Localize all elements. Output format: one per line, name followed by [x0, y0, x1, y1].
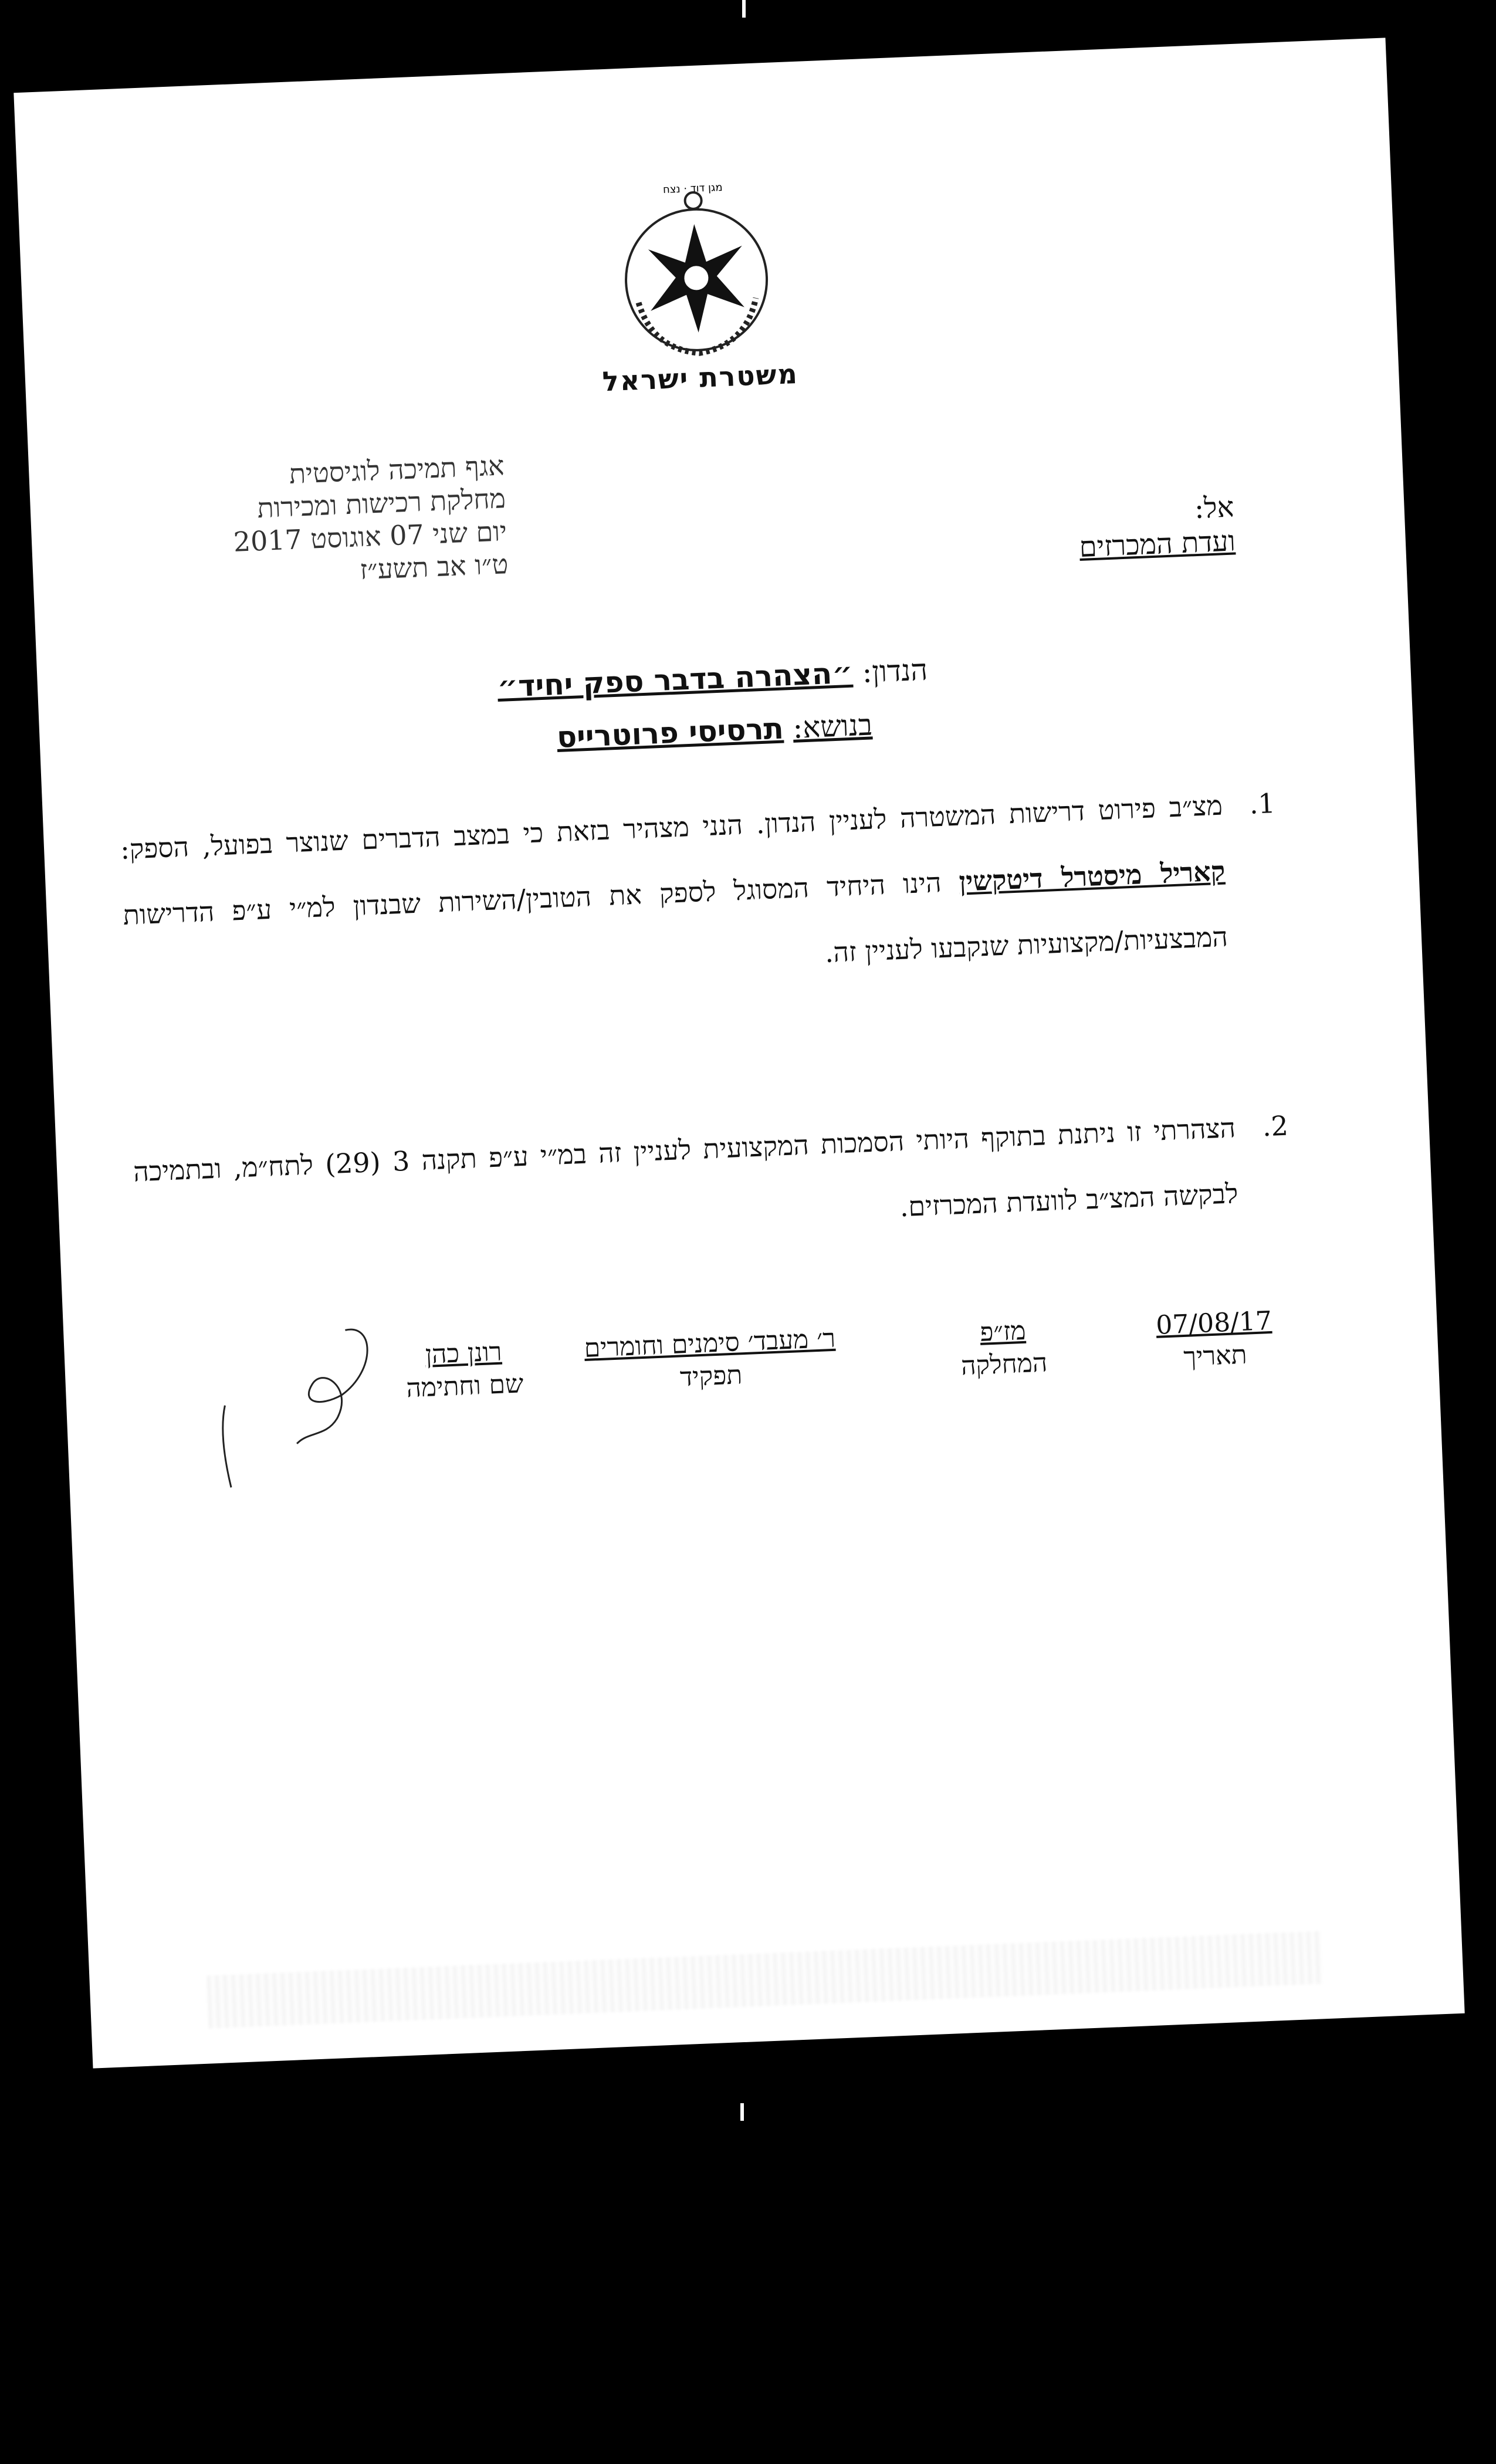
- paragraph-2-number: 2.: [1261, 1109, 1289, 1143]
- recipient-label: אל:: [1193, 490, 1235, 526]
- topic-value: תרסיסי פרוטרייס: [556, 711, 784, 755]
- paragraph-1-number: 1.: [1248, 787, 1276, 820]
- department-label: המחלקה: [960, 1348, 1048, 1382]
- subject-title: ״הצהרה בדבר ספק יחיד״: [496, 655, 854, 705]
- sender-department: מחלקת רכישות ומכירות: [256, 482, 506, 524]
- date-value: 07/08/17: [1155, 1305, 1272, 1341]
- department-field: [937, 1313, 1069, 1384]
- letter-sheet: [13, 38, 1464, 2068]
- police-emblem-icon: [593, 173, 800, 374]
- scan-edge-mark-bottom: [740, 2103, 744, 2121]
- topic-label: בנושא:: [792, 708, 873, 745]
- name-field: [375, 1333, 553, 1406]
- sender-date-hebrew: ט״ו אב תשע״ז: [359, 548, 509, 586]
- name-label: שם וחתימה: [405, 1369, 524, 1404]
- department-value: מז״פ: [979, 1315, 1027, 1348]
- paragraph-1-text-before: מצ״ב פירוט דרישות המשטרה לעניין הנדון. הנני מצהיר בזאת כי במצב הדברים שנוצר בפועל, הספק:: [120, 789, 1223, 866]
- scan-edge-mark-top: [742, 0, 746, 18]
- date-label: תאריך: [1183, 1339, 1248, 1373]
- sender-division: אגף תמיכה לוגיסטית: [288, 449, 505, 490]
- recipient-name: ועדת המכרזים: [1078, 524, 1236, 564]
- handwritten-signature: [198, 1317, 393, 1501]
- paragraph-1-text-after: הינו היחיד המסוגל לספק את הטובין/השירות שבנדון למ״י ע״פ הדרישות המבצעיות/מקצועיות שנקבעו לעניין זה.: [122, 865, 1228, 969]
- organization-name: משטרת ישראל: [601, 358, 799, 398]
- role-field: [557, 1321, 864, 1399]
- role-value: ר׳ מעבד׳ סימנים וחומרים: [583, 1323, 836, 1363]
- subject-label: הנדון:: [861, 652, 929, 690]
- sender-block: [105, 449, 509, 596]
- emblem-ring-text: מגן דוד · נצח: [662, 181, 723, 197]
- role-label: תפקיד: [679, 1360, 743, 1393]
- name-value: רונן כהן: [424, 1336, 503, 1370]
- recipient-block: [935, 490, 1236, 570]
- paragraph-2: [132, 1095, 1289, 1270]
- paragraph-2-text: הצהרתי זו ניתנת בתוקף היותי הסמכות המקצועית לעניין זה במ״י ע״פ תקנה 3 (29) לתח״מ, ובתמיכה לבקשה המצ״ב לוועדת המכרזים.: [133, 1112, 1239, 1223]
- supplier-name: קאריל מיסטרל דיטקשין: [958, 855, 1226, 898]
- sender-date-gregorian: יום שני 07 אוגוסט 2017: [232, 515, 508, 558]
- date-field: [1143, 1304, 1286, 1376]
- paragraph-1: [119, 773, 1276, 1014]
- subject-block: [319, 636, 1108, 773]
- scan-artifact: [207, 1931, 1322, 2028]
